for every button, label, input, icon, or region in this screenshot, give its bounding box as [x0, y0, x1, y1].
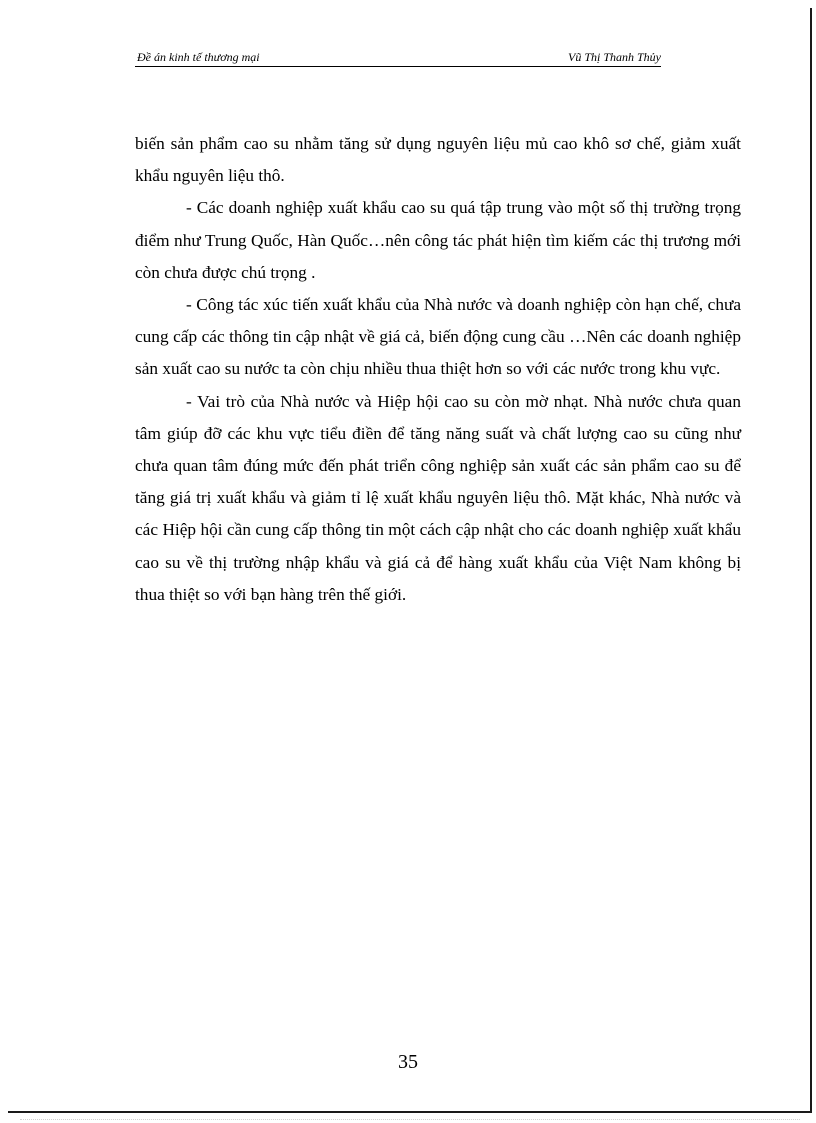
paragraph-state-role: - Vai trò của Nhà nước và Hiệp hội cao su còn mờ nhạt. Nhà nước chưa quan tâm giúp đỡ các khu vực tiểu điền để tăng năng suất và chất lượng cao su cũng như chưa quan tâm đúng mức đến phát triển công nghiệp sản xuất các sản phẩm cao su để tăng giá trị xuất khẩu và giảm tỉ lệ xuất khẩu nguyên liệu thô. Mặt khác, Nhà nước và các Hiệp hội cần cung cấp thông tin một cách cập nhật cho các doanh nghiệp xuất khẩu cao su về thị trường nhập khẩu và giá cả để hàng xuất khẩu của Việt Nam không bị thua thiệt so với bạn hàng trên thế giới. [135, 391, 741, 604]
page-number: 35 [398, 1051, 418, 1073]
page-frame-bottom-border [8, 1111, 812, 1113]
paragraph-export-markets: - Các doanh nghiệp xuất khẩu cao su quá tập trung vào một số thị trường trọng điểm như Trung Quốc, Hàn Quốc…nên công tác phát hiện tìm kiếm các thị trương mới còn chưa được chú trọng . [135, 198, 741, 282]
body-text [135, 128, 741, 611]
header-author: Vũ Thị Thanh Thủy [567, 50, 661, 64]
page-header [135, 48, 661, 67]
paragraph-export-promotion: - Công tác xúc tiến xuất khẩu của Nhà nước và doanh nghiệp còn hạn chế, chưa cung cấp các thông tin cập nhật về giá cả, biến động cung cầu …Nên các doanh nghiệp sản xuất cao su nước ta còn chịu nhiều thua thiệt hơn so với các nước trong khu vực. [135, 295, 741, 379]
page-frame-right-border [810, 8, 812, 1111]
header-title: Đề án kinh tế thương mại [137, 50, 260, 64]
bottom-dotted-divider [20, 1119, 800, 1120]
paragraph-continuation: biến sản phẩm cao su nhằm tăng sử dụng nguyên liệu mủ cao khô sơ chế, giảm xuất khẩu nguyên liệu thô. [135, 134, 741, 186]
